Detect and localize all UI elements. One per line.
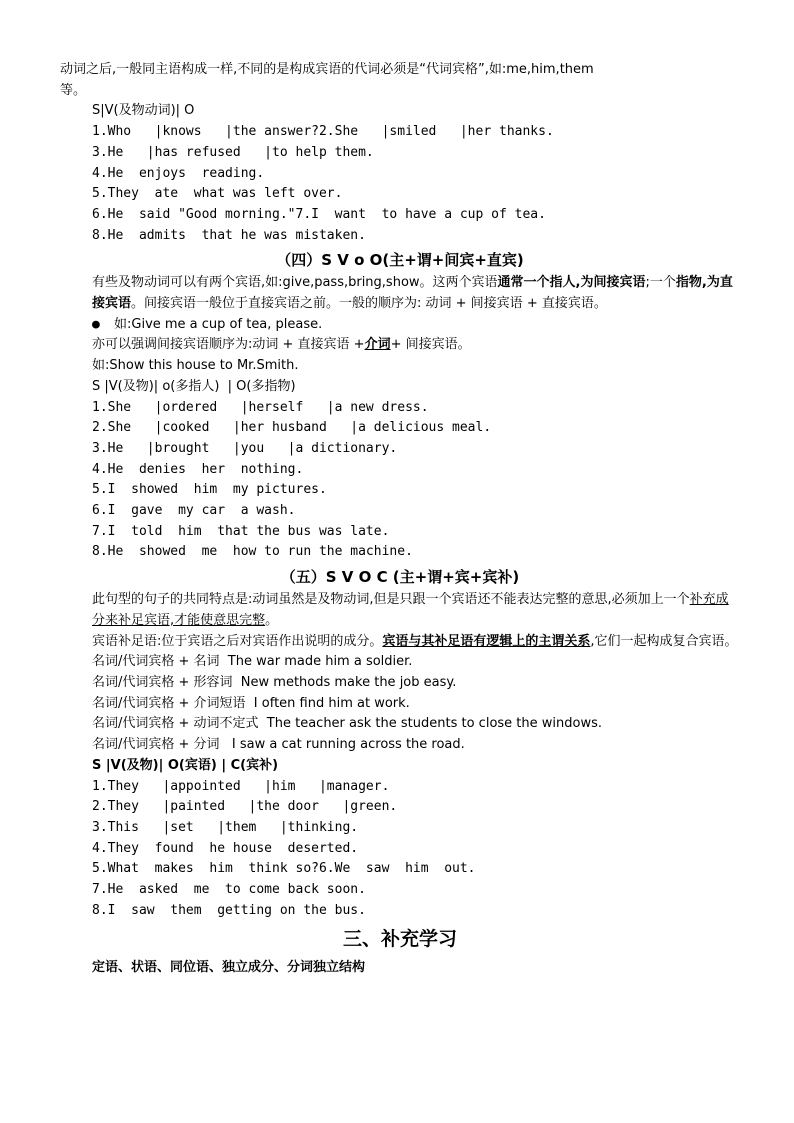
section-5-form-1: 名词/代词宾格 + 名词 The war made him a soldier. — [92, 654, 413, 670]
section-5-form-5: 名词/代词宾格 + 分词 I saw a cat running across the road. — [92, 737, 465, 753]
section-5-example-3: 3.This |set |them |thinking. — [92, 819, 359, 835]
svo-example-6: 8.He admits that he was mistaken. — [92, 227, 366, 243]
svo-example-5: 6.He said "Good morning."7.I want to have a cup of tea. — [92, 206, 546, 222]
section-4-example-2: 2.She |cooked |her husband |a delicious meal. — [92, 420, 492, 436]
section-5-paragraph-1: 此句型的句子的共同特点是:动词虽然是及物动词,但是只跟一个宾语还不能表达完整的意思,必须加上一个补充成分来补足宾语,才能使意思完整。 — [92, 592, 729, 628]
section-4-paragraph — [60, 273, 740, 314]
section-4-title: （四）S V o O(主+谓+间宾+直宾) — [276, 251, 524, 270]
section-5-title: （五）S V O C (主+谓+宾+宾补) — [280, 568, 520, 587]
bold-underlined-phrase: 宾语与其补足语有逻辑上的主谓关系 — [382, 633, 591, 649]
section-4-para-bold-2: 指物,为直接宾语 — [92, 275, 733, 312]
section-5-form-3: 名词/代词宾格 + 介词短语 I often find him at work. — [92, 695, 410, 711]
section-4-example-8: 8.He showed me how to run the machine. — [92, 544, 413, 560]
bullet-icon: ● — [92, 316, 100, 332]
section-5-pattern: S |V(及物)| O(宾语) | C(宾补) — [92, 757, 279, 773]
section-5-example-5: 5.What makes him think so?6.We saw him out. — [92, 861, 476, 877]
section-5-example-1: 1.They |appointed |him |manager. — [92, 778, 390, 794]
document-page — [60, 60, 740, 979]
section-5-example-4: 4.They found he house deserted. — [92, 840, 359, 856]
section-4-example-7: 7.I told him that the bus was late. — [92, 523, 390, 539]
section-5-paragraph-2: 宾语补足语:位于宾语之后对宾语作出说明的成分。宾语与其补足语有逻辑上的主谓关系,它们一起构成复合宾语。 — [92, 633, 738, 649]
section-4-example-1: 1.She |ordered |herself |a new dress. — [92, 399, 429, 415]
section-4-example-5: 5.I showed him my pictures. — [92, 482, 327, 498]
svo-example-2: 3.He |has refused |to help them. — [92, 144, 374, 160]
section-5-example-2: 2.They |painted |the door |green. — [92, 799, 398, 815]
preposition-highlight: 介词 — [364, 337, 391, 353]
section-5-form-2: 名词/代词宾格 + 形容词 New methods make the job easy. — [92, 674, 457, 690]
svo-pattern: S|V(及物动词)| O — [92, 103, 195, 119]
section-4-example-3: 3.He |brought |you |a dictionary. — [92, 440, 398, 456]
section-4-alt-example: 如:Show this house to Mr.Smith. — [92, 358, 299, 374]
svo-example-4: 5.They ate what was left over. — [92, 186, 343, 202]
svo-example-1: 1.Who |knows |the answer?2.She |smiled |her thanks. — [92, 124, 554, 140]
section-4-bullet-example: ● 如:Give me a cup of tea, please. — [60, 315, 740, 336]
section-3-subtitle: 定语、状语、同位语、独立成分、分词独立结构 — [92, 960, 366, 976]
underlined-phrase: 补充成分来补足宾语,才能使意思完整 — [92, 592, 729, 628]
svo-example-3: 4.He enjoys reading. — [92, 165, 265, 181]
section-5-form-4: 名词/代词宾格 + 动词不定式 The teacher ask the students to close the windows. — [92, 716, 602, 732]
section-3-title: 三、补充学习 — [342, 928, 457, 951]
section-5-example-7: 8.I saw them getting on the bus. — [92, 902, 366, 918]
section-4-example-4: 4.He denies her nothing. — [92, 461, 304, 477]
section-4-example-6: 6.I gave my car a wash. — [92, 503, 296, 519]
section-4-para-a: 有些及物动词可以有两个宾语,如:give,pass,bring,show。这两个宾语 — [92, 275, 498, 291]
intro-line-2: 等。 — [60, 82, 87, 98]
section-4-para-bold-1: 通常一个指人,为间接宾语 — [497, 275, 646, 291]
section-4-para-c: ;一个 — [645, 275, 676, 291]
intro-line-1: 动词之后,一般同主语构成一样,不同的是构成宾语的代词必须是“代词宾格”,如:me,him,them — [60, 62, 594, 77]
section-4-pattern: S |V(及物)| o(多指人) | O(多指物) — [92, 378, 296, 394]
section-4-alt-order: 亦可以强调间接宾语顺序为:动词 + 直接宾语 +介词+ 间接宾语。 — [92, 337, 471, 353]
section-4-para-d: 。间接宾语一般位于直接宾语之前。一般的顺序为: 动词 + 间接宾语 + 直接宾语。 — [131, 296, 607, 312]
section-5-example-6: 7.He asked me to come back soon. — [92, 882, 366, 898]
